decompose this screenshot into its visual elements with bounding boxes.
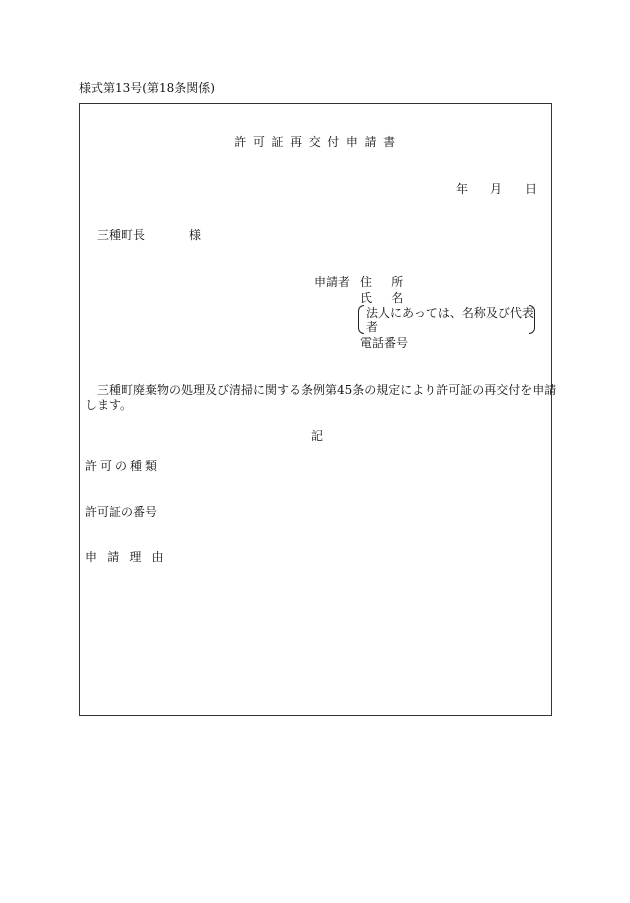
form-frame (79, 103, 552, 716)
body-text-line2: します。 (85, 398, 133, 412)
date-year-label: 年 (456, 182, 469, 196)
ki-label: 記 (310, 429, 323, 443)
applicant-label: 申請者 (314, 275, 351, 289)
name-label: 氏名 (360, 291, 423, 305)
date-month-label: 月 (490, 182, 503, 196)
phone-label: 電話番号 (360, 336, 409, 350)
left-bracket (358, 305, 364, 334)
permit-kind-label: 許可の種類 (85, 459, 161, 473)
corporate-note-line1: 法人にあっては、名称及び代表 (366, 306, 534, 320)
reason-label: 申請理由 (85, 550, 174, 564)
addressee-honorific: 様 (189, 228, 202, 242)
form-number: 様式第13号(第18条関係) (79, 81, 215, 95)
corporate-note-line2: 者 (366, 320, 379, 334)
date-day-label: 日 (525, 182, 538, 196)
addressee-name: 三種町長 (97, 228, 146, 242)
address-label: 住所 (360, 275, 423, 289)
document-title: 許可証再交付申請書 (234, 135, 402, 149)
body-text-line1: 三種町廃棄物の処理及び清掃に関する条例第45条の規定により許可証の再交付を申請 (97, 383, 557, 397)
permit-number-label: 許可証の番号 (85, 505, 158, 519)
